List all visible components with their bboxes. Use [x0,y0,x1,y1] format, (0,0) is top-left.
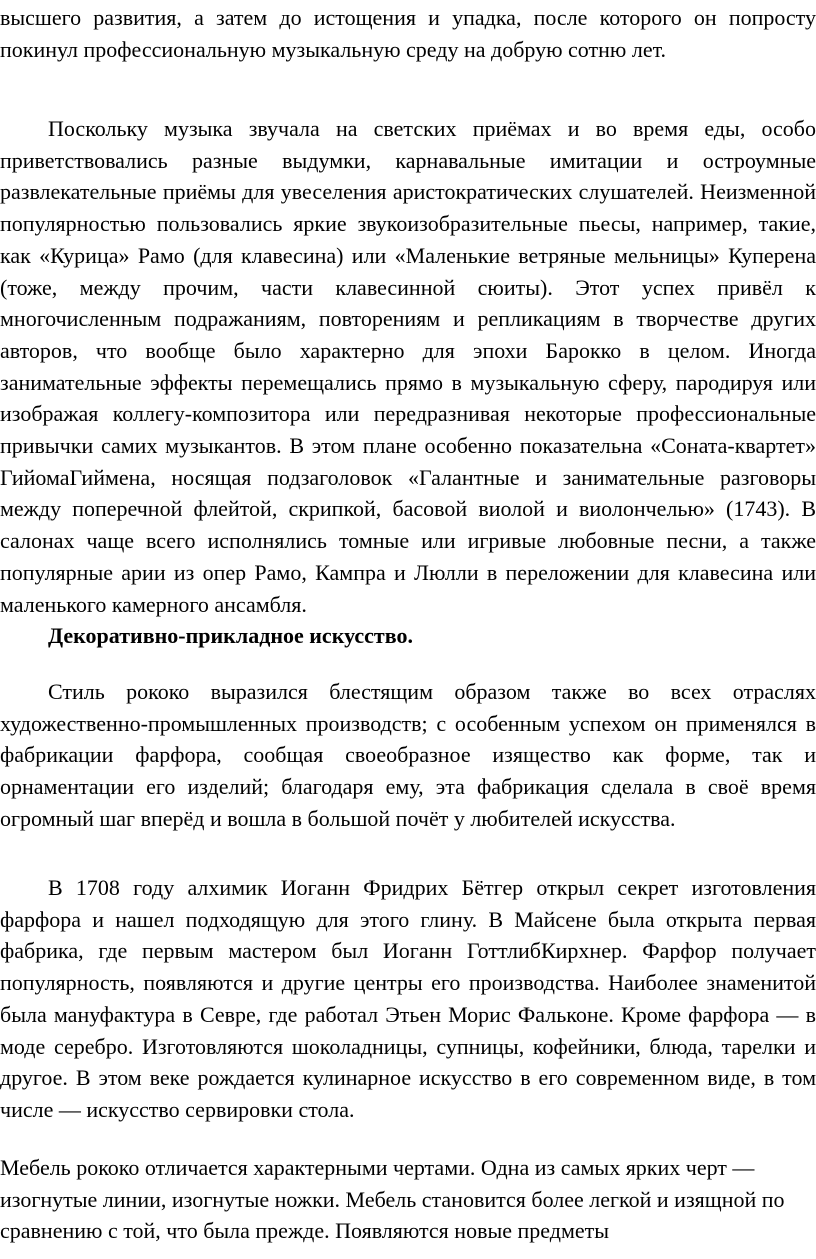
section-heading-decorative-arts: Декоративно-прикладное искусство. [48,623,413,648]
paragraph-rococo-furniture: Мебель рококо отличается характерными чертами. Одна из самых ярких черт — изогнутые линии, изогнутые ножки. Мебель становится более легкой и изящной по сравнению с той, что была прежде. Появляются новые предметы [0,1155,785,1244]
paragraph-intro-continuation: высшего развития, а затем до истощения и упадка, после которого он попросту покинул профессиональную музыкальную среду на добрую сотню лет. [0,5,816,62]
paragraph-music-salons: Поскольку музыка звучала на светских приёмах и во время еды, особо приветствовались разные выдумки, карнавальные имитации и остроумные развлекательные приёмы для увеселения аристократических слушателей. Неизменной популярностью пользовались яркие звукоизобразительные пьесы, например, такие, как «Курица» Рамо (для клавесина) или «Маленькие ветряные мельницы» Куперена (тоже, между прочим, части клавесинной сюиты). Этот успех привёл к многочисленным подражаниям, повторениям и репликациям в творчестве других авторов, что вообще было характерно для эпохи Барокко в целом. Иногда занимательные эффекты перемещались прямо в музыкальную сферу, пародируя или изображая коллегу-композитора или передразнивая некоторые профессиональные привычки самих музыкантов. В этом плане особенно показательна «Соната-квартет» ГийомаГиймена, носящая подзаголовок «Галантные и занимательные разговоры между поперечной флейтой, скрипкой, басовой виолой и виолончелью» (1743). В салонах чаще всего исполнялись томные или игривые любовные песни, а также популярные арии из опер Рамо, Кампра и Люлли в переложении для клавесина или маленького камерного ансамбля. [0,116,816,617]
paragraph-meissen-history: В 1708 году алхимик Иоганн Фридрих Бётгер открыл секрет изготовления фарфора и нашел подходящую для этого глину. В Майсене была открыта первая фабрика, где первым мастером был Иоганн ГоттлибКирхнер. Фарфор получает популярность, появляются и другие центры его производства. Наиболее знаменитой была мануфактура в Севре, где работал Этьен Морис Фальконе. Кроме фарфора — в моде серебро. Изготовляются шоколадницы, супницы, кофейники, блюда, тарелки и другое. В этом веке рождается кулинарное искусство в его современном виде, в том числе — искусство сервировки стола. [0,875,816,1122]
paragraph-rococo-porcelain: Стиль рококо выразился блестящим образом также во всех отраслях художественно-промышленных производств; с особенным успехом он применялся в фабрикации фарфора, сообщая своеобразное изящество как форме, так и орнаментации его изделий; благодаря ему, эта фабрикация сделала в своё время огромный шаг вперёд и вошла в большой почёт у любителей искусства. [0,679,816,831]
